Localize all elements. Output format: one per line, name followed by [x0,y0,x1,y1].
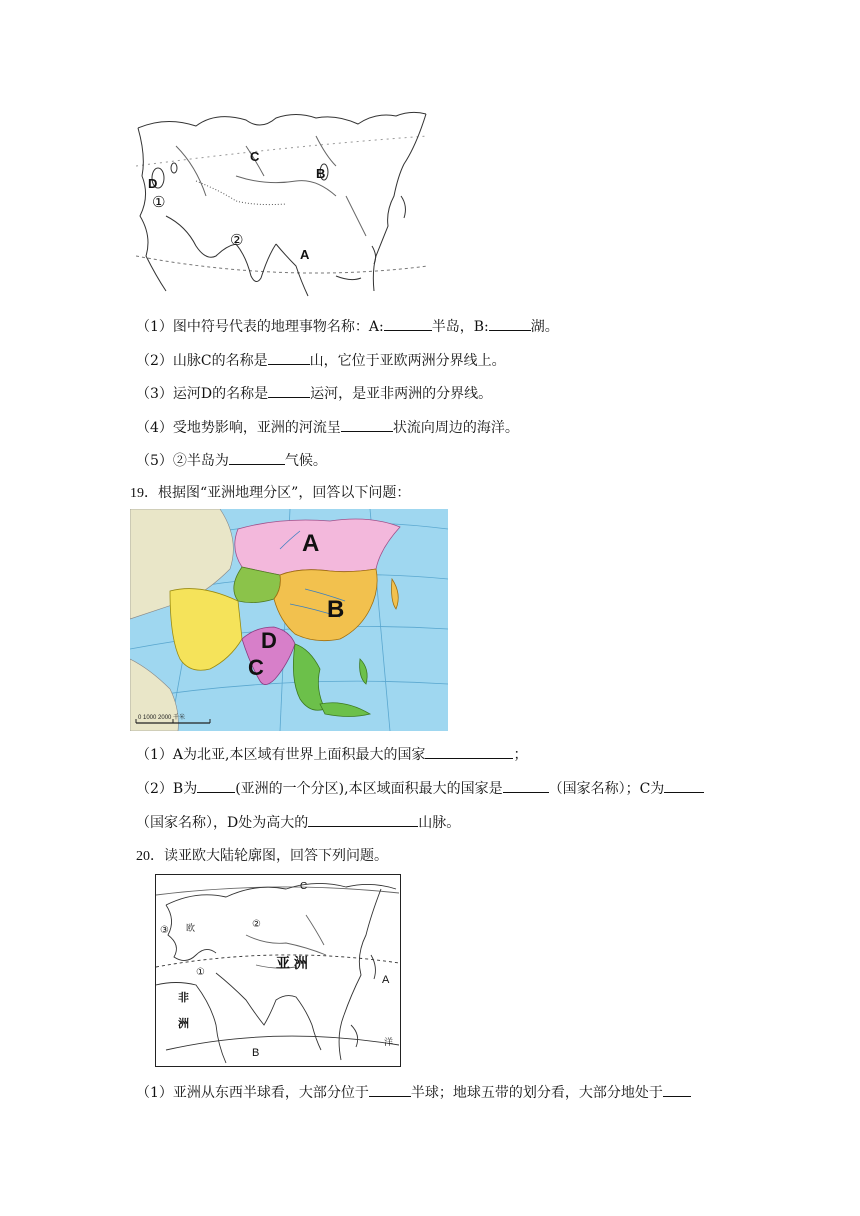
q18-s1-blank-a[interactable] [384,316,432,331]
q19-subq-3 [136,812,460,833]
q20-stem [136,846,388,867]
q18-s2-text-b: 山，它位于亚欧两洲分界线上。 [309,353,506,369]
q19-s2-text-c: （国家名称）；C为 [548,781,665,797]
fig3-label-africa-2: 洲 [178,1018,189,1030]
q19-number: 19． [130,486,158,501]
q19-stem [130,483,410,504]
q19-s2-text-a: （2）B为 [136,781,198,797]
q18-s2-text-a: （2）山脉C的名称是 [136,353,268,369]
q19-s1-text-a: （1）A为北亚,本区域有世界上面积最大的国家 [136,747,426,763]
q18-s3-text-a: （3）运河D的名称是 [136,386,269,402]
region-southeast-asia [293,644,325,710]
q20-s1-text-a: （1）亚洲从东西半球看，大部分位于 [136,1085,369,1101]
q18-s2-blank[interactable] [268,350,310,365]
fig1-label-1: ① [152,194,166,211]
region-east-asia [274,569,377,641]
q19-s3-text-b: 山脉。 [418,815,461,831]
fig3-label-ocean: 洋 [384,1037,394,1047]
fig1-label-d: D [148,176,158,191]
fig3-label-b: B [252,1047,260,1059]
map-label-c: C [248,655,264,680]
q19-s2-blank-b[interactable] [503,778,549,793]
q20-subq-1 [136,1082,691,1103]
eurasia-outline-svg [156,875,399,1065]
q19-subq-1 [136,744,527,765]
q18-s5-text-b: 气候。 [284,453,327,469]
map-label-d: D [261,628,277,653]
fig3-label-c: C [300,881,308,892]
q20-stem-text: 读亚欧大陆轮廓图，回答下列问题。 [164,848,388,864]
q18-subq-4 [136,417,519,438]
fig3-label-asia: 亚 洲 [276,955,308,971]
q20-s1-blank-b[interactable] [663,1082,691,1097]
q18-subq-5 [136,450,327,471]
q19-s2-text-b: (亚洲的一个分区),本区域面积最大的国家是 [235,781,503,797]
fig1-label-2: ② [230,232,244,249]
fig3-label-3: ③ [160,925,169,936]
fig1-label-b: B [316,166,326,181]
scale-bar-label: 0 1000 2000 千米 [138,715,186,721]
fig3-label-1: ① [196,967,205,978]
q18-s4-blank[interactable] [341,417,393,432]
eurasia-outline-map [155,874,401,1067]
q18-s5-blank[interactable] [229,450,285,465]
q18-subq-1 [136,316,559,337]
q19-s2-blank-a[interactable] [197,778,235,793]
asia-regions-svg [130,509,448,731]
q18-s3-text-b: 运河，是亚非两洲的分界线。 [310,386,493,402]
q19-s3-text-a: （国家名称），D处为高大的 [136,815,309,831]
fig1-label-c: C [250,149,260,164]
q18-s1-text-c: 湖。 [530,319,559,335]
q19-s1-text-b: ； [513,747,528,763]
fig3-label-a: A [382,974,390,986]
asia-outline-map [136,106,428,301]
q18-s4-text-b: 状流向周边的海洋。 [392,420,519,436]
q18-s4-text-a: （4）受地势影响，亚洲的河流呈 [136,420,341,436]
fig1-label-a: A [300,247,310,262]
q18-s3-blank[interactable] [268,383,310,398]
q18-s5-text-a: （5）②半岛为 [136,453,229,469]
q20-number: 20． [136,849,164,864]
q19-stem-text: 根据图“亚洲地理分区”，回答以下问题： [158,485,411,501]
q18-subq-3 [136,383,492,404]
fig3-label-africa-1: 非 [178,992,189,1004]
q18-s1-text-a: （1）图中符号代表的地理事物名称：A: [136,319,384,335]
q19-s2-blank-c[interactable] [664,778,704,793]
map-label-b: B [327,596,345,623]
q20-s1-text-b: 半球；地球五带的划分看，大部分地处于 [410,1085,663,1101]
q19-subq-2 [136,778,704,799]
map-label-a: A [302,530,320,557]
q19-s3-blank[interactable] [308,812,418,827]
q18-subq-2 [136,350,506,371]
fig3-label-2: ② [252,919,261,930]
asia-outline-svg [136,106,428,301]
fig3-label-europe: 欧 [186,923,196,933]
q18-s1-text-b: 半岛，B: [431,319,489,335]
q20-s1-blank-a[interactable] [369,1082,411,1097]
region-west-asia [170,589,242,671]
asia-regions-map [130,509,448,731]
q19-s1-blank[interactable] [425,744,513,759]
q18-s1-blank-b[interactable] [489,316,531,331]
